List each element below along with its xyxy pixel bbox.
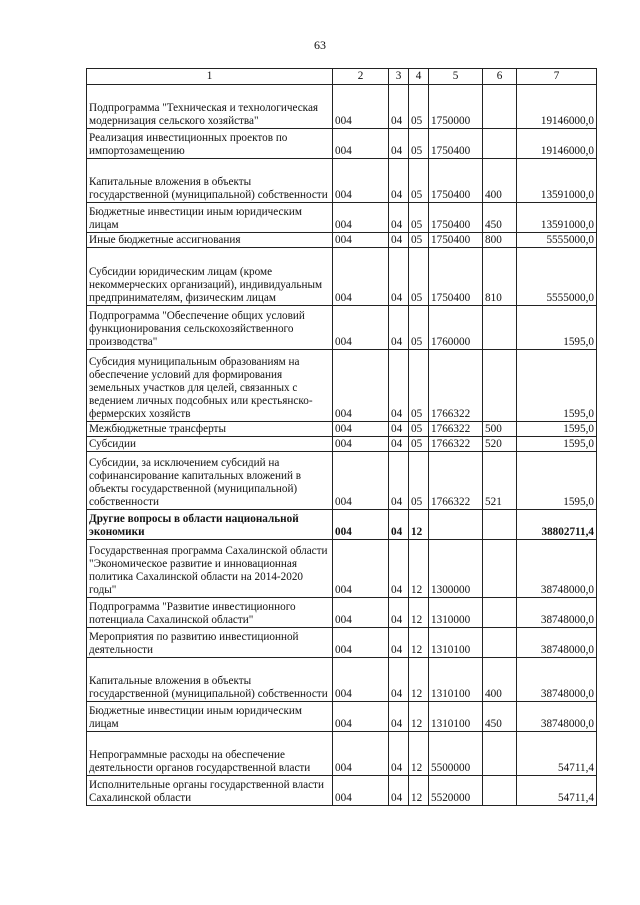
ministry-code: 004 (333, 437, 389, 452)
section-code: 04 (389, 203, 409, 233)
item-name: Субсидия муниципальным образованиям на обеспечение условий для формирования земельных участков для целей, связанных с ведением личных подсобных или крестьянско-фермерских хозяйств (87, 350, 333, 422)
item-name: Подпрограмма "Техническая и технологическая модернизация сельского хозяйства" (87, 85, 333, 129)
amount: 1595,0 (517, 452, 597, 510)
ministry-code: 004 (333, 350, 389, 422)
item-name: Мероприятия по развитию инвестиционной деятельности (87, 628, 333, 658)
table-row (87, 203, 597, 233)
table-row (87, 129, 597, 159)
table-row (87, 437, 597, 452)
target-article-code (429, 510, 483, 540)
table-row (87, 658, 597, 702)
subsection-code: 12 (409, 732, 429, 776)
table-row (87, 306, 597, 350)
item-name: Капитальные вложения в объекты государственной (муниципальной) собственности (87, 159, 333, 203)
ministry-code: 004 (333, 598, 389, 628)
ministry-code: 004 (333, 306, 389, 350)
table-row (87, 540, 597, 598)
expense-type-code (483, 598, 517, 628)
table-header-row (87, 69, 597, 85)
expense-type-code (483, 350, 517, 422)
amount: 19146000,0 (517, 85, 597, 129)
header-cell-1: 1 (87, 69, 333, 85)
amount: 1595,0 (517, 422, 597, 437)
expense-type-code: 520 (483, 437, 517, 452)
section-code: 04 (389, 350, 409, 422)
table-row (87, 452, 597, 510)
amount: 54711,4 (517, 776, 597, 806)
target-article-code: 1750400 (429, 203, 483, 233)
item-name: Бюджетные инвестиции иным юридическим лицам (87, 203, 333, 233)
expense-type-code: 500 (483, 422, 517, 437)
item-name: Межбюджетные трансферты (87, 422, 333, 437)
target-article-code: 1750000 (429, 85, 483, 129)
amount: 19146000,0 (517, 129, 597, 159)
target-article-code: 1750400 (429, 233, 483, 248)
expense-type-code (483, 540, 517, 598)
ministry-code: 004 (333, 540, 389, 598)
item-name: Реализация инвестиционных проектов по импортозамещению (87, 129, 333, 159)
expense-type-code: 400 (483, 159, 517, 203)
section-code: 04 (389, 437, 409, 452)
ministry-code: 004 (333, 510, 389, 540)
subsection-code: 05 (409, 159, 429, 203)
target-article-code: 1750400 (429, 248, 483, 306)
header-cell-6: 6 (483, 69, 517, 85)
amount: 1595,0 (517, 350, 597, 422)
table-row (87, 702, 597, 732)
table-row (87, 598, 597, 628)
item-name: Непрограммные расходы на обеспечение деятельности органов государственной власти (87, 732, 333, 776)
target-article-code: 1750400 (429, 129, 483, 159)
ministry-code: 004 (333, 658, 389, 702)
amount: 1595,0 (517, 437, 597, 452)
expense-type-code (483, 510, 517, 540)
table-row (87, 350, 597, 422)
budget-table (86, 68, 597, 806)
item-name: Бюджетные инвестиции иным юридическим лицам (87, 702, 333, 732)
item-name: Субсидии, за исключением субсидий на софинансирование капитальных вложений в объекты государственной (муниципальной) собственности (87, 452, 333, 510)
amount: 5555000,0 (517, 233, 597, 248)
table-row (87, 159, 597, 203)
ministry-code: 004 (333, 422, 389, 437)
subsection-code: 05 (409, 422, 429, 437)
section-code: 04 (389, 306, 409, 350)
section-code: 04 (389, 540, 409, 598)
table-row (87, 732, 597, 776)
subsection-code: 05 (409, 306, 429, 350)
section-code: 04 (389, 233, 409, 248)
subsection-code: 12 (409, 658, 429, 702)
expense-type-code: 521 (483, 452, 517, 510)
target-article-code: 1310100 (429, 702, 483, 732)
subsection-code: 05 (409, 248, 429, 306)
target-article-code: 1760000 (429, 306, 483, 350)
section-code: 04 (389, 248, 409, 306)
target-article-code: 5500000 (429, 732, 483, 776)
ministry-code: 004 (333, 628, 389, 658)
amount: 13591000,0 (517, 203, 597, 233)
amount: 38748000,0 (517, 598, 597, 628)
section-code: 04 (389, 776, 409, 806)
expense-type-code: 800 (483, 233, 517, 248)
amount: 13591000,0 (517, 159, 597, 203)
target-article-code: 1310100 (429, 658, 483, 702)
expense-type-code: 450 (483, 203, 517, 233)
target-article-code: 1750400 (429, 159, 483, 203)
item-name: Другие вопросы в области национальной экономики (87, 510, 333, 540)
subsection-code: 12 (409, 540, 429, 598)
subsection-code: 12 (409, 598, 429, 628)
amount: 1595,0 (517, 306, 597, 350)
ministry-code: 004 (333, 702, 389, 732)
table-row (87, 233, 597, 248)
section-code: 04 (389, 510, 409, 540)
ministry-code: 004 (333, 159, 389, 203)
item-name: Исполнительные органы государственной власти Сахалинской области (87, 776, 333, 806)
item-name: Субсидии юридическим лицам (кроме некоммерческих организаций), индивидуальным предпринимателям, физическим лицам (87, 248, 333, 306)
ministry-code: 004 (333, 233, 389, 248)
target-article-code: 1766322 (429, 350, 483, 422)
subsection-code: 05 (409, 85, 429, 129)
section-code: 04 (389, 628, 409, 658)
target-article-code: 1310000 (429, 598, 483, 628)
amount: 38802711,4 (517, 510, 597, 540)
subsection-code: 12 (409, 776, 429, 806)
page-number: 63 (314, 38, 326, 52)
amount: 38748000,0 (517, 702, 597, 732)
target-article-code: 5520000 (429, 776, 483, 806)
ministry-code: 004 (333, 452, 389, 510)
header-cell-5: 5 (429, 69, 483, 85)
expense-type-code (483, 306, 517, 350)
header-cell-2: 2 (333, 69, 389, 85)
subsection-code: 05 (409, 129, 429, 159)
expense-type-code (483, 732, 517, 776)
ministry-code: 004 (333, 203, 389, 233)
section-code: 04 (389, 658, 409, 702)
section-code: 04 (389, 732, 409, 776)
target-article-code: 1766322 (429, 422, 483, 437)
item-name: Подпрограмма "Развитие инвестиционного потенциала Сахалинской области" (87, 598, 333, 628)
amount: 38748000,0 (517, 628, 597, 658)
section-code: 04 (389, 422, 409, 437)
amount: 5555000,0 (517, 248, 597, 306)
section-code: 04 (389, 85, 409, 129)
ministry-code: 004 (333, 732, 389, 776)
table-row (87, 776, 597, 806)
expense-type-code: 400 (483, 658, 517, 702)
subsection-code: 05 (409, 452, 429, 510)
header-cell-4: 4 (409, 69, 429, 85)
expense-type-code: 450 (483, 702, 517, 732)
amount: 38748000,0 (517, 658, 597, 702)
expense-type-code (483, 776, 517, 806)
table-row (87, 248, 597, 306)
section-code: 04 (389, 598, 409, 628)
ministry-code: 004 (333, 248, 389, 306)
subsection-code: 05 (409, 203, 429, 233)
table-row (87, 510, 597, 540)
subsection-code: 05 (409, 350, 429, 422)
target-article-code: 1310100 (429, 628, 483, 658)
section-code: 04 (389, 129, 409, 159)
subsection-code: 05 (409, 437, 429, 452)
header-cell-3: 3 (389, 69, 409, 85)
header-cell-7: 7 (517, 69, 597, 85)
item-name: Подпрограмма "Обеспечение общих условий функционирования сельскохозяйственного производства" (87, 306, 333, 350)
amount: 38748000,0 (517, 540, 597, 598)
section-code: 04 (389, 159, 409, 203)
amount: 54711,4 (517, 732, 597, 776)
ministry-code: 004 (333, 129, 389, 159)
item-name: Субсидии (87, 437, 333, 452)
expense-type-code (483, 628, 517, 658)
target-article-code: 1766322 (429, 437, 483, 452)
section-code: 04 (389, 702, 409, 732)
subsection-code: 05 (409, 233, 429, 248)
item-name: Иные бюджетные ассигнования (87, 233, 333, 248)
subsection-code: 12 (409, 702, 429, 732)
target-article-code: 1766322 (429, 452, 483, 510)
table-row (87, 85, 597, 129)
target-article-code: 1300000 (429, 540, 483, 598)
section-code: 04 (389, 452, 409, 510)
expense-type-code (483, 129, 517, 159)
expense-type-code: 810 (483, 248, 517, 306)
subsection-code: 12 (409, 510, 429, 540)
table-row (87, 422, 597, 437)
expense-type-code (483, 85, 517, 129)
table-row (87, 628, 597, 658)
item-name: Государственная программа Сахалинской области "Экономическое развитие и инновационная политика Сахалинской области на 2014-2020 годы" (87, 540, 333, 598)
item-name: Капитальные вложения в объекты государственной (муниципальной) собственности (87, 658, 333, 702)
ministry-code: 004 (333, 85, 389, 129)
subsection-code: 12 (409, 628, 429, 658)
ministry-code: 004 (333, 776, 389, 806)
